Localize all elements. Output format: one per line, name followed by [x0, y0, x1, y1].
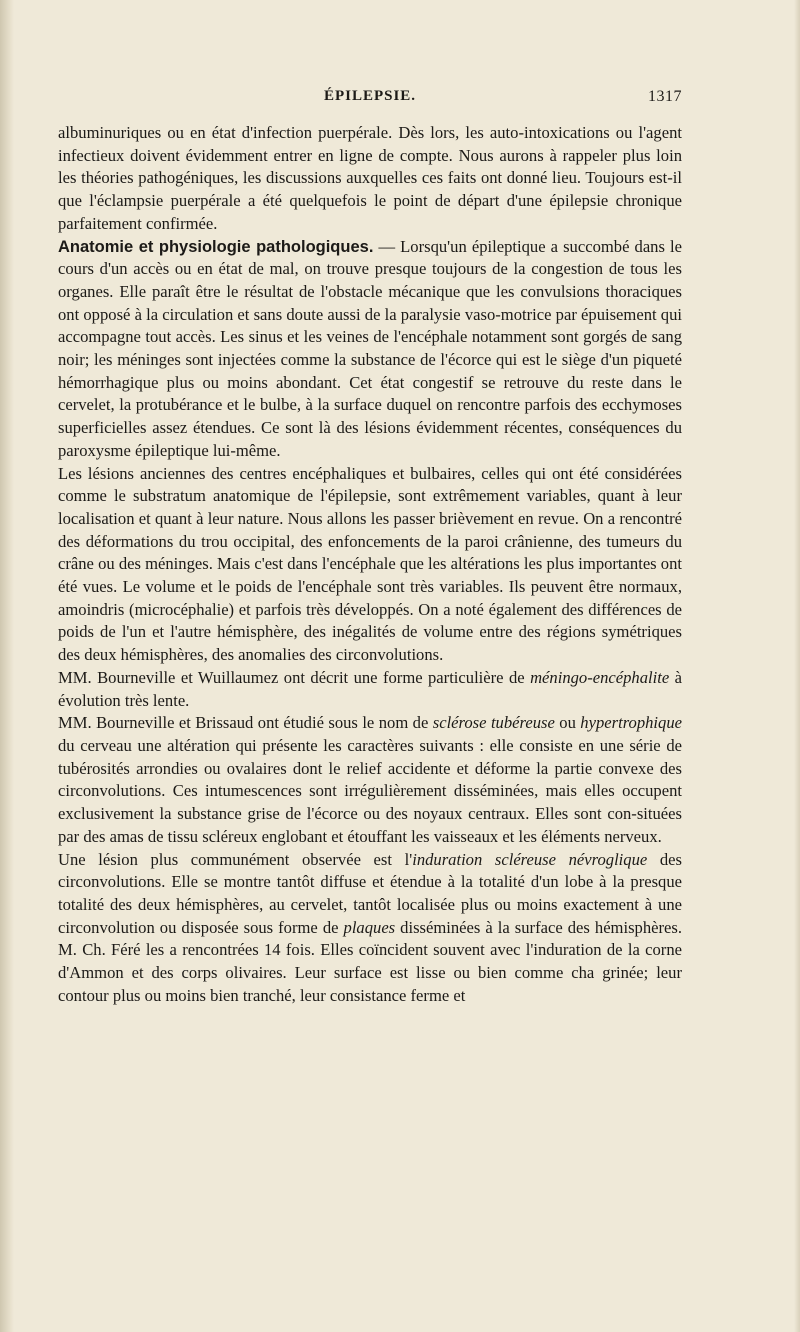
paragraph — [58, 463, 682, 667]
italic-term: méningo-encéphalite — [530, 667, 670, 687]
page-edge — [794, 0, 800, 1332]
paragraph-text: disséminées à la surface des hémisphères. M. Ch. Féré les a rencontrées 14 fois. Elles coïncident souvent avec l'induration de la corne d'Ammon et des corps olivaires. Leur surface est lisse ou bien comme cha grinée; leur contour plus ou moins bien tranché, leur consistance ferme et — [58, 917, 682, 1005]
page-gutter-shadow — [0, 0, 14, 1332]
body-text — [58, 122, 682, 1007]
paragraph-text: des circonvolutions. Elle se montre tantôt diffuse et étendue à la totalité d'un lobe à la presque totalité des deux hémisphères, au cervelet, tantôt localisée plus ou moins exactement à une circonvolution ou disposée sous forme de — [58, 849, 682, 937]
paragraph — [58, 712, 682, 848]
paragraph-text: MM. Bourneville et Brissaud ont étudié sous le nom de — [58, 713, 433, 733]
section-heading: Anatomie et physiologie pathologiques. — [58, 237, 374, 256]
page-number: 1317 — [648, 88, 682, 105]
paragraph-text: albuminuriques ou en état d'infection puerpérale. Dès lors, les auto-intoxications ou l'agent infectieux doivent évidemment entrer en ligne de compte. Nous aurons à rappeler plus loin les théories pathogéniques, les discussions auxquelles ces faits ont donné lieu. Toujours est-il que l'éclampsie puerpérale a été quelquefois le point de départ d'une épilepsie chronique parfaitement confirmée. — [58, 123, 682, 233]
italic-term: sclérose tubéreuse — [432, 713, 555, 733]
paragraph-text: ou — [554, 713, 581, 733]
paragraph — [58, 236, 682, 463]
paragraph-text: Une lésion plus communément observée est l' — [58, 849, 413, 869]
paragraph — [58, 667, 682, 712]
paragraph-text: Les lésions anciennes des centres encéphaliques et bulbaires, celles qui ont été considérées comme le substratum anatomique de l'épilepsie, sont extrêmement variables, quant à leur localisation et quant à leur nature. Nous allons les passer brièvement en revue. On a rencontré des déformations du trou occipital, des enfoncements de la paroi crânienne, des tumeurs du crâne ou des méninges. Mais c'est dans l'encéphale que les altérations les plus importantes ont été vues. Le volume et le poids de l'encéphale sont très variables. Ils peuvent être normaux, amoindris (microcéphalie) et parfois très développés. On a noté également des différences de poids de l'un et l'autre hémisphère, des inégalités de volume entre des régions symétriques des deux hémisphères, des anomalies des circonvolutions. — [58, 463, 682, 665]
paragraph — [58, 122, 682, 236]
paragraph-text: — Lorsqu'un épileptique a succombé dans le cours d'un accès ou en état de mal, on trouve presque toujours de la congestion de tous les organes. Elle paraît être le résultat de l'obstacle mécanique que les convulsions thoraciques ont opposé à la circulation et sans doute aussi de la paralysie vaso-motrice par épuisement qui accompagne tout accès. Les sinus et les veines de l'encéphale notamment sont gorgés de sang noir; les méninges sont injectées comme la substance de l'écorce qui est le siège d'un piqueté hémorrhagique plus ou moins abondant. Cet état congestif se retrouve du reste dans le cervelet, la protubérance et le bulbe, à la surface duquel on rencontre parfois des ecchymoses superficielles assez étendues. Ce sont là des lésions évidemment récentes, conséquences du paroxysme épileptique lui-même. — [58, 236, 682, 460]
italic-term: induration scléreuse névroglique — [412, 849, 648, 869]
italic-term: plaques — [343, 917, 396, 937]
paragraph — [58, 849, 682, 1008]
paragraph-text: à évolution très lente. — [58, 667, 683, 710]
paragraph-text: MM. Bourneville et Wuillaumez ont décrit une forme particulière de — [58, 667, 531, 687]
running-header — [58, 88, 682, 110]
paragraph-text: du cerveau une altération qui présente les caractères suivants : elle consiste en une série de tubérosités arrondies ou ovalaires dont le relief accidente et déforme la partie convexe des circonvolutions. Ces intumescences sont irrégulièrement disséminées, mais elles occupent exclusivement la substance grise de l'écorce ou des noyaux centraux. Elles sont con-situées par des amas de tissu scléreux englobant et étouffant les vaisseaux et les éléments nerveux. — [58, 735, 682, 846]
italic-term: hypertrophique — [580, 713, 682, 733]
running-title: ÉPILEPSIE. — [323, 88, 417, 104]
